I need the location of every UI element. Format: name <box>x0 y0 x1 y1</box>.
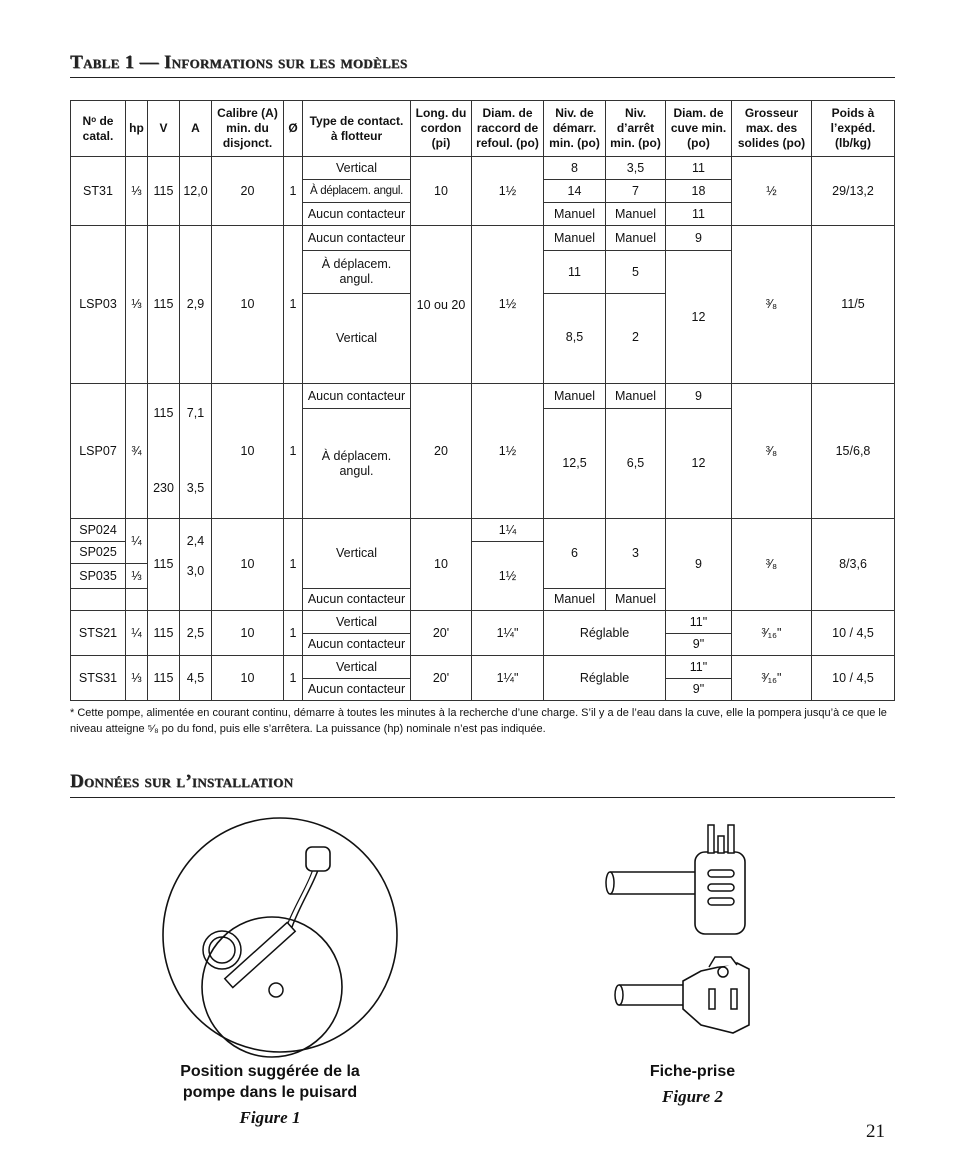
table-cell: 3,5 <box>606 157 666 180</box>
models-table <box>70 100 895 701</box>
table-cell: 11" <box>666 611 732 634</box>
table-cell: 6 <box>544 519 606 589</box>
table-cell: 11 <box>666 157 732 180</box>
table-cell: ³⁄₈ <box>732 519 812 611</box>
table-cell: 20 <box>212 157 284 226</box>
table-cell: 2,5 <box>180 611 212 656</box>
table-cell: 8,5 <box>544 294 606 384</box>
table-cell: 1 <box>284 611 303 656</box>
table-cell: Manuel <box>544 384 606 409</box>
table-cell: 3 <box>606 519 666 589</box>
table-cell: 1¼ <box>472 519 544 542</box>
header-niv-stop: Niv. d’arrêt min. (po) <box>606 101 666 157</box>
table-row <box>71 519 895 542</box>
table-cell: Manuel <box>606 384 666 409</box>
header-niv-start: Niv. de démarr. min. (po) <box>544 101 606 157</box>
table-cell: 10 <box>212 656 284 701</box>
table-cell: 9 <box>666 519 732 611</box>
table-cell <box>71 589 126 611</box>
table-cell: 6,5 <box>606 409 666 519</box>
table-cell: Aucun contacteur <box>303 589 411 611</box>
table-cell: 2,9 <box>180 226 212 384</box>
table-cell: LSP07 <box>71 384 126 519</box>
figure1-caption <box>155 1061 385 1103</box>
table-cell: 15/6,8 <box>812 384 895 519</box>
table-cell: 20' <box>411 611 472 656</box>
table-cell: ³⁄₈ <box>732 384 812 519</box>
table-cell: SP035 <box>71 564 126 589</box>
table-cell: ³⁄₁₆" <box>732 656 812 701</box>
table-cell: ¼ <box>126 611 148 656</box>
table-cell: 1¼" <box>472 611 544 656</box>
plug-adapter-drawing <box>613 955 773 1035</box>
table-cell: 12 <box>666 251 732 384</box>
table-cell: 115 <box>148 157 180 226</box>
table-cell: 29/13,2 <box>812 157 895 226</box>
table-cell: 10 / 4,5 <box>812 611 895 656</box>
table-cell: 115 <box>148 611 180 656</box>
table-cell: ⅓ <box>126 656 148 701</box>
table-cell: 1½ <box>472 542 544 611</box>
table-cell: ³⁄₈ <box>732 226 812 384</box>
table-cell: 115 <box>148 519 180 611</box>
table-cell: 3,0 <box>180 564 212 611</box>
table-row <box>71 656 895 679</box>
table-cell: 11/5 <box>812 226 895 384</box>
table-cell: Manuel <box>606 589 666 611</box>
table-cell: ½ <box>732 157 812 226</box>
section-rule-installation <box>70 797 895 798</box>
table-cell: Manuel <box>606 203 666 226</box>
table-cell: 3,5 <box>180 444 212 519</box>
table-cell: 14 <box>544 180 606 203</box>
table-cell: 10 <box>212 519 284 611</box>
header-v: V <box>148 101 180 157</box>
table-cell: À déplacem. angul. <box>303 251 411 294</box>
table-header-row <box>71 101 895 157</box>
header-a: A <box>180 101 212 157</box>
table-cell: STS21 <box>71 611 126 656</box>
table-cell: Vertical <box>303 656 411 679</box>
table-row <box>71 157 895 180</box>
table-cell: ⅓ <box>126 226 148 384</box>
table-cell: Vertical <box>303 157 411 180</box>
table-cell: 1¼" <box>472 656 544 701</box>
table-cell: Réglable <box>544 656 666 701</box>
table-cell: À déplacem. angul. <box>303 180 411 203</box>
table-cell: 9 <box>666 384 732 409</box>
figure2-label: Figure 2 <box>662 1087 723 1106</box>
table-cell: 115 <box>148 384 180 444</box>
table-cell: Aucun contacteur <box>303 634 411 656</box>
figure1-caption-line2: pompe dans le puisard <box>182 1084 358 1101</box>
table-cell: Vertical <box>303 294 411 384</box>
header-phase: Ø <box>284 101 303 157</box>
table-cell: 20 <box>411 384 472 519</box>
table-row <box>71 611 895 634</box>
table-cell: 8 <box>544 157 606 180</box>
table-row <box>71 384 895 409</box>
table-cell: 115 <box>148 226 180 384</box>
table-cell: 1½ <box>472 157 544 226</box>
table-cell: SP025 <box>71 542 126 564</box>
table-cell: 1 <box>284 519 303 611</box>
table-cell: 10 <box>411 157 472 226</box>
table-cell: 9 <box>666 226 732 251</box>
table-cell: 10 / 4,5 <box>812 656 895 701</box>
table-cell: 10 <box>212 384 284 519</box>
table-cell: 12,5 <box>544 409 606 519</box>
table-cell: 10 <box>212 611 284 656</box>
table-cell: ¾ <box>126 384 148 519</box>
table-cell: 1 <box>284 226 303 384</box>
header-catal: Nᵒ de catal. <box>71 101 126 157</box>
section-title-installation: Données sur l’installation <box>70 771 294 792</box>
table-cell: 4,5 <box>180 656 212 701</box>
table-cell: Manuel <box>544 589 606 611</box>
table-cell: 10 ou 20 <box>411 226 472 384</box>
table-cell: 1½ <box>472 226 544 384</box>
section-title-models: Table 1 — Informations sur les modèles <box>70 52 408 73</box>
header-calibre: Calibre (A) min. du disjonct. <box>212 101 284 157</box>
table-cell: Aucun contacteur <box>303 226 411 251</box>
table-cell: 11 <box>666 203 732 226</box>
table-cell: 2,4 <box>180 519 212 564</box>
table-cell: 2 <box>606 294 666 384</box>
table-cell: 1 <box>284 656 303 701</box>
table-cell: SP024 <box>71 519 126 542</box>
table-cell: LSP03 <box>71 226 126 384</box>
table-cell: ³⁄₁₆" <box>732 611 812 656</box>
table-cell: 20' <box>411 656 472 701</box>
table-cell <box>126 589 148 611</box>
table-cell: 10 <box>212 226 284 384</box>
header-weight: Poids à l’expéd. (lb/kg) <box>812 101 895 157</box>
sump-pit-drawing <box>160 815 400 1055</box>
table-cell: 7 <box>606 180 666 203</box>
header-solids: Grosseur max. des solides (po) <box>732 101 812 157</box>
header-diam-cuve: Diam. de cuve min. (po) <box>666 101 732 157</box>
section-rule-models <box>70 77 895 78</box>
table-cell: 1 <box>284 384 303 519</box>
header-diam-raccord: Diam. de raccord de refoul. (po) <box>472 101 544 157</box>
table-cell: Aucun contacteur <box>303 679 411 701</box>
table-cell: Manuel <box>544 226 606 251</box>
table-cell: Aucun contacteur <box>303 203 411 226</box>
table-cell: Vertical <box>303 611 411 634</box>
table-cell: Réglable <box>544 611 666 656</box>
table-cell: ⅓ <box>126 157 148 226</box>
table-cell: 12,0 <box>180 157 212 226</box>
page-number: 21 <box>866 1121 885 1142</box>
figure1-caption-line1: Position suggérée de la <box>180 1063 360 1080</box>
table-cell: 7,1 <box>180 384 212 444</box>
table-cell: 10 <box>411 519 472 611</box>
figure2-caption: Fiche-prise <box>649 1063 736 1080</box>
table-cell: Vertical <box>303 519 411 589</box>
table-cell: 11" <box>666 656 732 679</box>
figure1-label: Figure 1 <box>239 1108 301 1127</box>
table-cell: 12 <box>666 409 732 519</box>
table-cell: Manuel <box>606 226 666 251</box>
table-cell: ⅓ <box>126 564 148 589</box>
header-cord: Long. du cordon (pi) <box>411 101 472 157</box>
table-cell: 18 <box>666 180 732 203</box>
table-cell: Manuel <box>544 203 606 226</box>
table-cell: 11 <box>544 251 606 294</box>
table-cell: 1 <box>284 157 303 226</box>
table-cell: 5 <box>606 251 666 294</box>
table-cell: ST31 <box>71 157 126 226</box>
table-row <box>71 226 895 251</box>
table-cell: STS31 <box>71 656 126 701</box>
table-cell: 1½ <box>472 384 544 519</box>
table-cell: 230 <box>148 444 180 519</box>
header-hp: hp <box>126 101 148 157</box>
table-cell: 8/3,6 <box>812 519 895 611</box>
table-cell: Aucun contacteur <box>303 384 411 409</box>
table-cell: À déplacem. angul. <box>303 409 411 519</box>
plug-three-prong-drawing <box>600 822 760 937</box>
table-cell: ¼ <box>126 519 148 564</box>
table-cell: 9" <box>666 679 732 701</box>
header-type: Type de contact. à flotteur <box>303 101 411 157</box>
table-cell: 9" <box>666 634 732 656</box>
table-cell: 115 <box>148 656 180 701</box>
table-footnote: * Cette pompe, alimentée en courant continu, démarre à toutes les minutes à la recherche d’une charge. S’il y a de l’eau dans la cuve, elle la pompera jusqu’à ce que le niveau atteigne ⁵⁄₈ po du fond, puis elle s’arrêtera. La puissance (hp) nominale n’est pas indiquée. <box>70 707 887 735</box>
